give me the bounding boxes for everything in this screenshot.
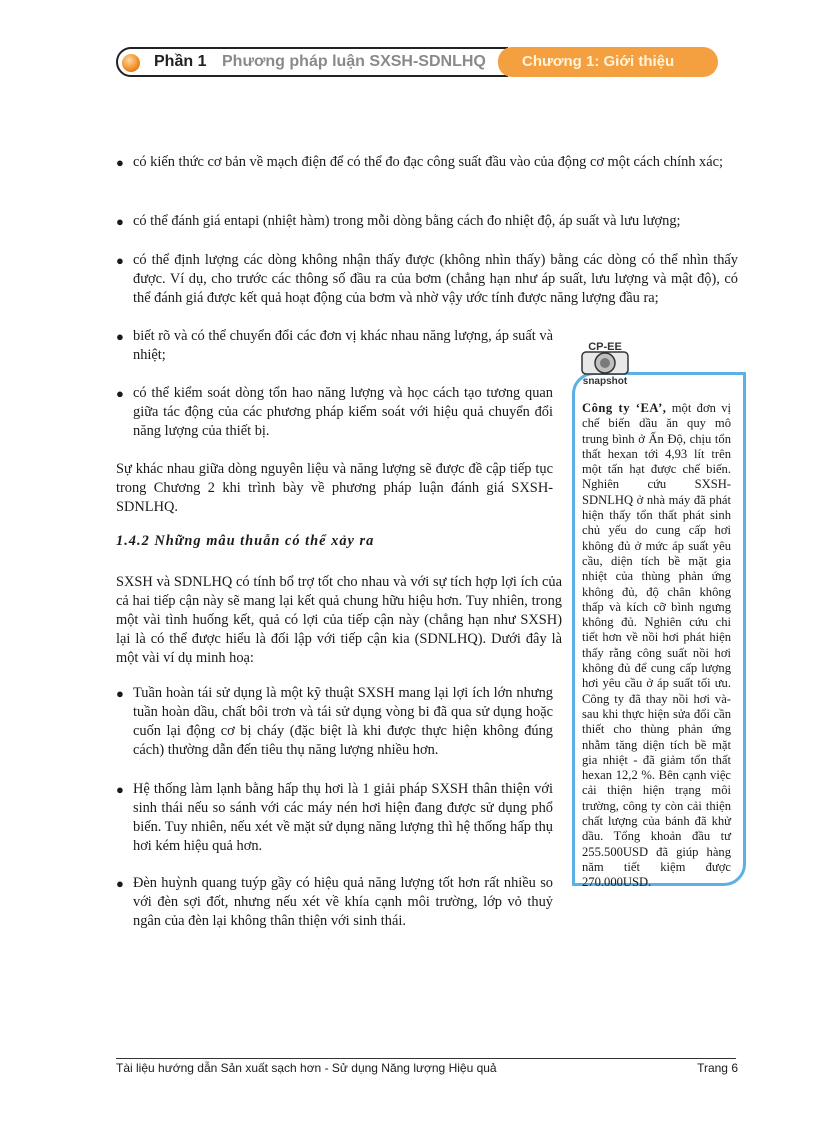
case-study-company: Công ty ‘EA’, [582, 401, 667, 415]
part-panel [116, 47, 508, 77]
list-item: có thể đánh giá entapi (nhiệt hàm) trong mỗi dòng bằng cách đo nhiệt độ, áp suất và lưu lượng; [133, 213, 681, 229]
bullet-icon: ● [116, 253, 124, 268]
bullet-icon: ● [116, 782, 124, 797]
paragraph: Sự khác nhau giữa dòng nguyên liệu và năng lượng sẽ được đề cập tiếp tục trong Chương 2 khi trình bày về phương pháp luận đánh giá SXSH-SDNLHQ. [116, 461, 553, 515]
part-title: Phương pháp luận SXSH-SDNLHQ [222, 53, 486, 70]
footer-divider [116, 1058, 736, 1059]
list-item: có kiến thức cơ bản về mạch điện để có thể đo đạc công suất đầu vào của động cơ một cách chính xác; [133, 154, 724, 170]
bullet-icon: ● [116, 155, 124, 170]
list-item: có thể kiểm soát dòng tổn hao năng lượng và học cách tạo tương quan giữa tác động của các phương pháp kiểm soát với hiệu quả chuyển đổi năng lượng của thiết bị. [133, 385, 553, 439]
case-study-text [582, 401, 731, 891]
list-item: Tuần hoàn tái sử dụng là một kỹ thuật SXSH mang lại lợi ích lớn nhưng tuần hoàn dầu, chất bôi trơn và tái sử dụng vòng bi đã qua sử dụng hoặc cuốn lại động cơ bị cháy (đặc biệt là khi được thực hiện không đúng cách) thường dẫn đến tiêu thụ năng lượng nhiều hơn. [133, 685, 553, 758]
list-item: biết rõ và có thể chuyển đổi các đơn vị khác nhau năng lượng, áp suất và nhiệt; [133, 328, 553, 363]
bullet-icon: ● [116, 876, 124, 891]
chapter-panel [498, 47, 718, 77]
section-heading: 1.4.2 Những mâu thuẫn có thể xảy ra [116, 533, 375, 549]
badge-bottom-label: snapshot [582, 376, 628, 386]
footer-document-title: Tài liệu hướng dẫn Sản xuất sạch hơn - Sử dụng Năng lượng Hiệu quả [116, 1061, 497, 1075]
paragraph: SXSH và SDNLHQ có tính bổ trợ tốt cho nhau và với sự tích hợp lợi ích của cả hai tiếp cận này sẽ mang lại kết quả chung hữu hiệu hơn. Tuy nhiên, trong một vài tình huống kết, quả có lợi của tiếp cận này (chẳng hạn như SXSH) lại là có thể được hiểu là đối lập với tiếp cận kia (SDNLHQ). Dưới đây là một vài ví dụ minh hoạ: [116, 574, 562, 666]
camera-snapshot-icon [576, 340, 634, 386]
list-item: Đèn huỳnh quang tuýp gầy có hiệu quả năng lượng tốt hơn rất nhiều so với đèn sợi đốt, nhưng nếu xét về khía cạnh môi trường, lớp vỏ thuỷ ngân của đèn lại không thân thiện với sinh thái. [133, 875, 553, 929]
bullet-icon: ● [116, 214, 124, 229]
list-item: có thể định lượng các dòng không nhận thấy được (không nhìn thấy) bằng các dòng có thể nhìn thấy được. Ví dụ, cho trước các thông số đầu ra của bơm (chẳng hạn như áp suất, lưu lượng và mật độ), có thể đánh giá được kết quả hoạt động của bơm và nhờ vậy ước tính được năng lượng đầu ra; [133, 252, 738, 306]
case-study-body: một đơn vị chế biến dầu ăn quy mô trung bình ở Ấn Độ, chịu tổn thất hexan tới 4,93 lít trên một tấn hạt được chế biến. Nghiên cứu SXSH-SDNLHQ ở nhà máy đã phát hiện thấy tổn thất phát sinh chủ yếu do cung cấp hơi không đủ ở mức áp suất yêu cầu, diện tích bề mặt gia nhiệt của thùng phản ứng không đủ, độ chân không thấp và kích cỡ bình ngưng không đủ. Nghiên cứu chi tiết hơn về nồi hơi phát hiện thấy rằng công suất nồi hơi không đủ để cung cấp lượng hơi yêu cầu ở áp suất tối ưu. Công ty đã thay nồi hơi và-sau khi thực hiện sửa đổi cần thiết cho thùng phản ứng nhằm tăng diện tích bề mặt gia nhiệt - đã giảm tổn thất hexan 12,2 %. Bên cạnh việc cải thiện hiện trạng môi trường, công ty còn cải thiện chất lượng của bánh đã khử dầu. Tổng khoản đầu tư 255.500USD đã giúp hàng năm tiết kiệm được 270.000USD. [582, 401, 732, 890]
orange-bullet-icon [122, 54, 140, 72]
chapter-label: Chương 1: Giới thiệu [522, 53, 675, 70]
part-label: Phần 1 [154, 53, 207, 70]
badge-top-label: CP-EE [588, 341, 622, 353]
page-number: Trang 6 [697, 1061, 738, 1075]
chapter-banner [116, 47, 720, 77]
bullet-icon: ● [116, 329, 124, 344]
bullet-icon: ● [116, 386, 124, 401]
bullet-icon: ● [116, 686, 124, 701]
list-item: Hệ thống làm lạnh bằng hấp thụ hơi là 1 giải pháp SXSH thân thiện với sinh thái nếu so sánh với các máy nén hơi hiện đang được sử dụng phổ biến. Tuy nhiên, nếu xét về mặt sử dụng năng lượng thì hệ thống hấp thụ hơi kém hiệu quả hơn. [133, 781, 553, 854]
